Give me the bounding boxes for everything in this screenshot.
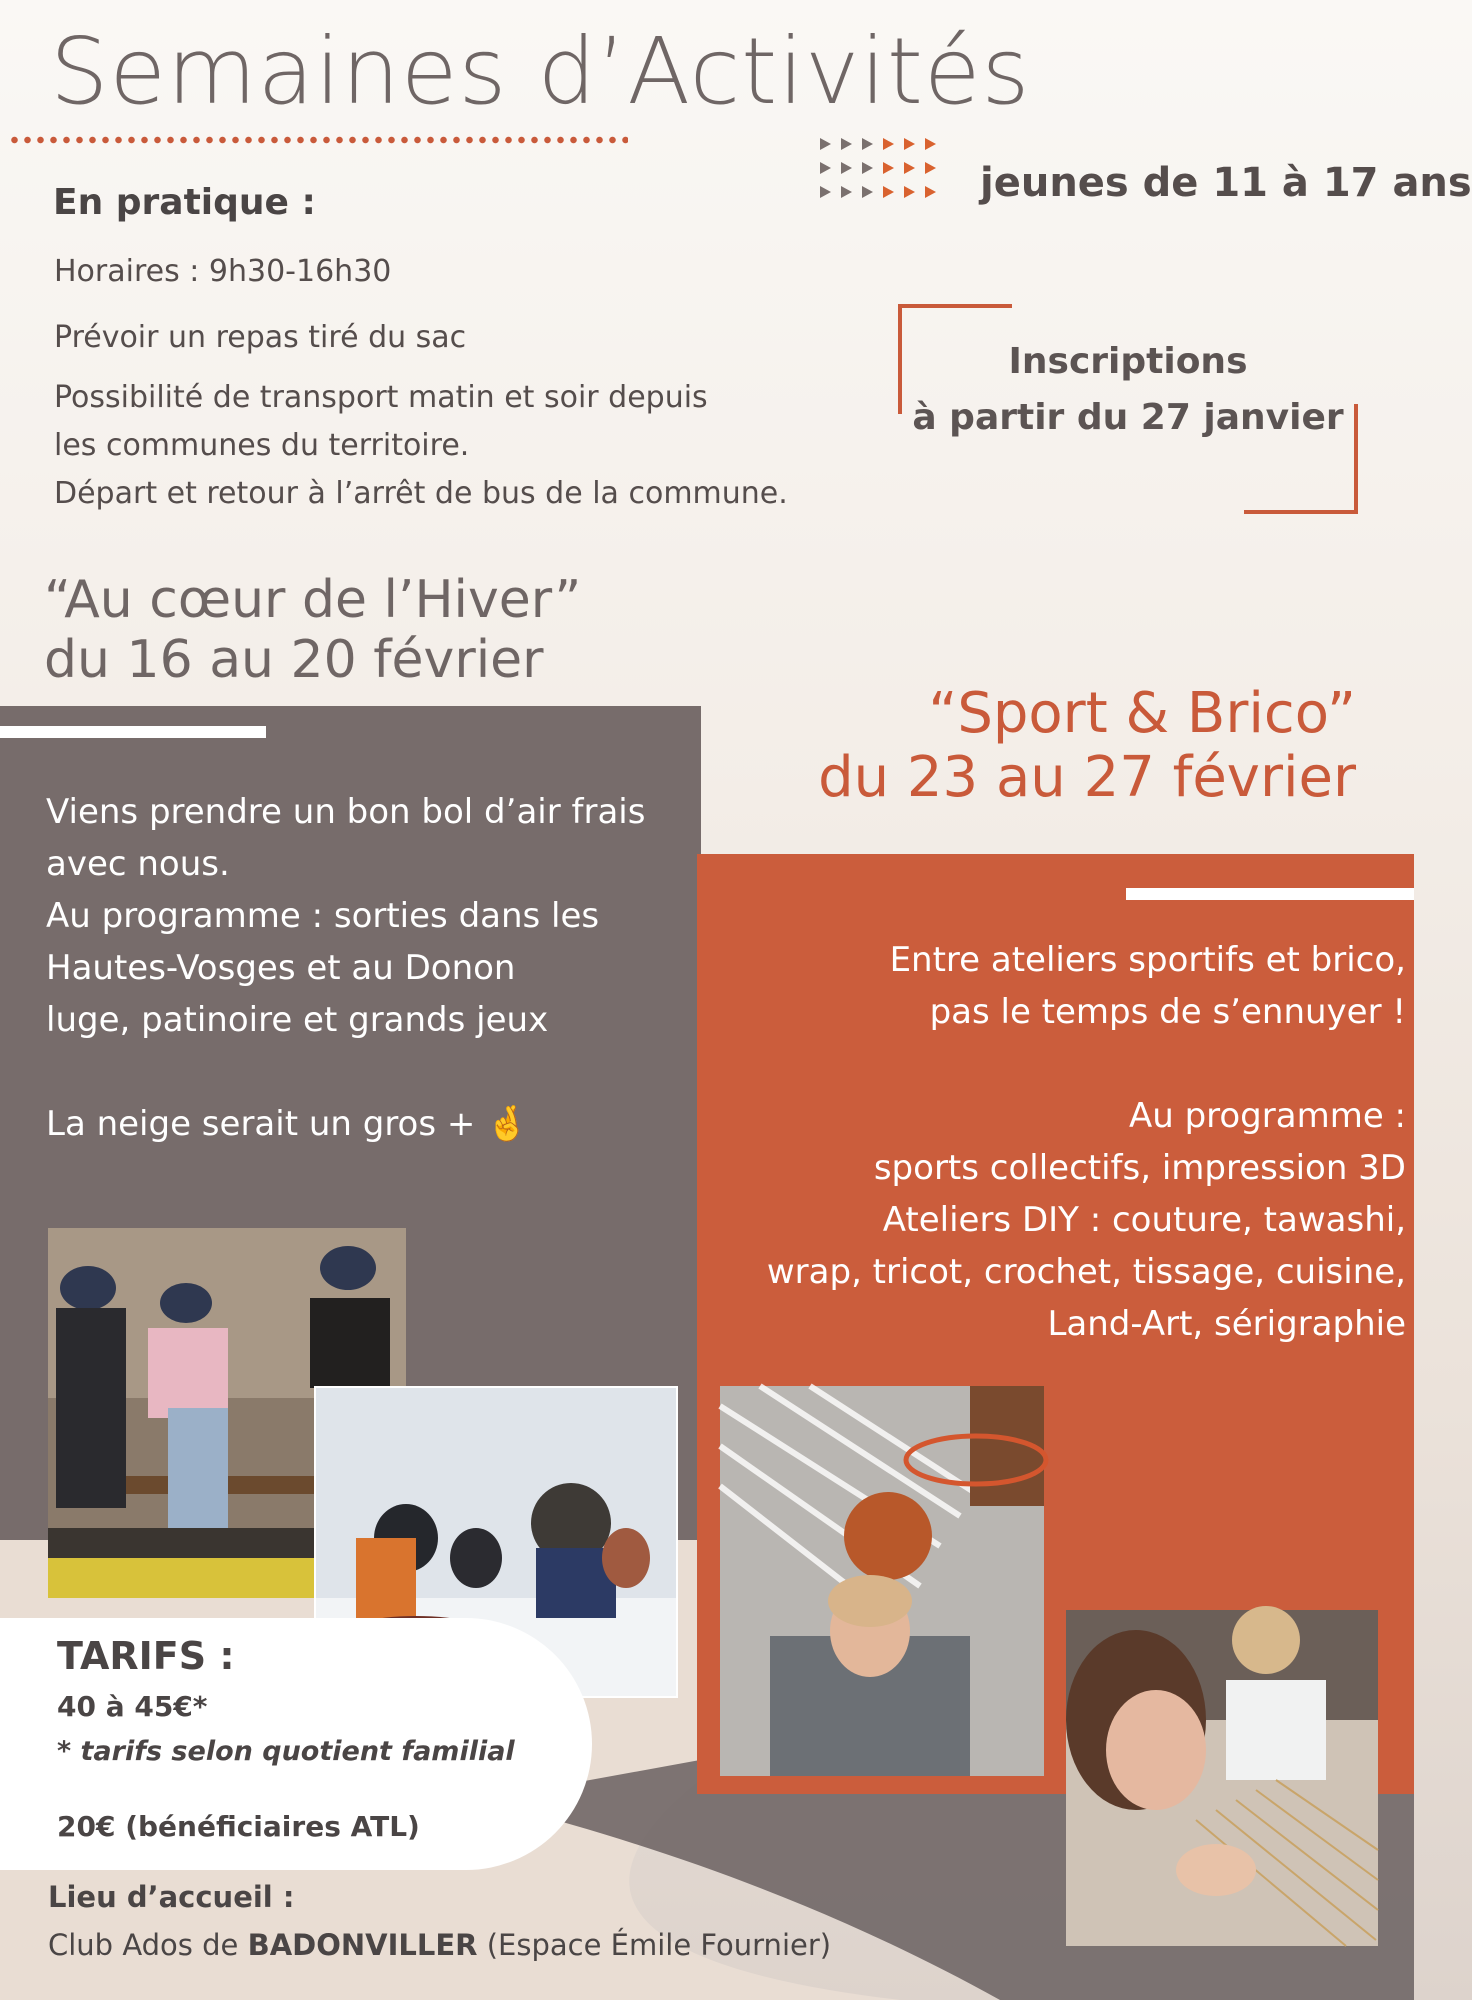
tarifs-atl-price: 20€ (bénéficiaires ATL)	[57, 1810, 420, 1843]
practical-heading: En pratique :	[53, 182, 316, 223]
triangle-mark	[820, 186, 831, 198]
venue-suffix: (Espace Émile Fournier)	[477, 1928, 832, 1962]
triangle-mark	[862, 186, 873, 198]
triangle-mark	[925, 138, 936, 150]
registration-line1: Inscriptions	[1008, 341, 1248, 382]
venue-heading: Lieu d’accueil :	[48, 1880, 295, 1914]
registration-line2: à partir du 27 janvier	[912, 397, 1344, 438]
week2-accent-bar	[1126, 888, 1414, 900]
triangle-pattern-icon	[820, 138, 950, 208]
transport-text: Possibilité de transport matin et soir depuis les communes du territoire. Départ et retour à l’arrêt de bus de la commune.	[54, 380, 788, 511]
week1-title	[44, 570, 581, 690]
triangle-mark	[904, 162, 915, 174]
meal-text: Prévoir un repas tiré du sac	[54, 320, 467, 355]
tarifs-price: 40 à 45€*	[57, 1690, 208, 1723]
photo-basketball	[720, 1386, 1044, 1776]
week2-description: Entre ateliers sportifs et brico, pas le temps de s’ennuyer ! Au programme : sports collectifs, impression 3D Ateliers DIY : couture, tawashi, wrap, tricot, crochet, tissage, cuisine, Land-Art, sérigraphie	[766, 940, 1406, 1344]
triangle-mark	[883, 162, 894, 174]
tarifs-heading: TARIFS :	[57, 1634, 235, 1678]
venue-town: BADONVILLER	[247, 1928, 478, 1962]
triangle-mark	[904, 138, 915, 150]
triangle-mark	[841, 162, 852, 174]
week1-dates: du 16 au 20 février	[44, 630, 544, 690]
triangle-mark	[862, 162, 873, 174]
triangle-mark	[820, 138, 831, 150]
venue-prefix: Club Ados de	[48, 1928, 248, 1962]
triangle-mark	[820, 162, 831, 174]
triangle-mark	[862, 138, 873, 150]
triangle-mark	[883, 186, 894, 198]
triangle-mark	[841, 186, 852, 198]
venue-address	[48, 1928, 831, 1962]
week2-dates: du 23 au 27 février	[818, 745, 1356, 810]
photo-weaving	[1066, 1610, 1378, 1946]
triangle-mark	[883, 138, 894, 150]
week2-title	[760, 682, 1356, 810]
triangle-mark	[925, 186, 936, 198]
age-range: jeunes de 11 à 17 ans	[980, 160, 1472, 206]
hours-text: Horaires : 9h30-16h30	[54, 254, 392, 289]
week1-accent-bar	[0, 726, 266, 738]
triangle-mark	[841, 138, 852, 150]
registration-info	[898, 334, 1358, 446]
week1-name: “Au cœur de l’Hiver”	[44, 570, 582, 630]
title-dotted-underline	[8, 136, 628, 144]
week1-description: Viens prendre un bon bol d’air frais avec nous. Au programme : sorties dans les Hautes-Vosges et au Donon luge, patinoire et grands jeux La neige serait un gros + 🤞	[46, 792, 646, 1144]
page-title: Semaines d’Activités	[50, 18, 1031, 125]
week2-name: “Sport & Brico”	[928, 681, 1356, 746]
tarifs-note: * tarifs selon quotient familial	[57, 1736, 515, 1767]
triangle-mark	[904, 186, 915, 198]
triangle-mark	[925, 162, 936, 174]
